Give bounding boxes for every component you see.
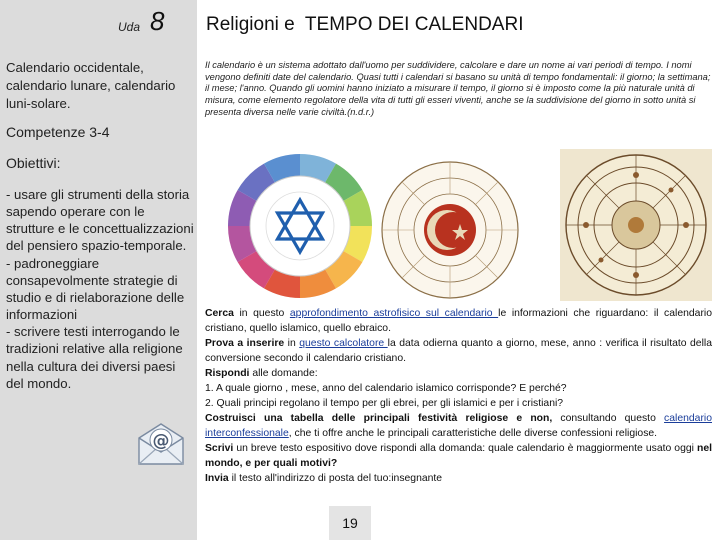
- paragraph-prova: [205, 337, 712, 367]
- interfaith-calendar-link[interactable]: calendario interconfessionale: [205, 412, 712, 439]
- obiettivi-heading: Obiettivi:: [6, 155, 61, 171]
- astrophysics-link[interactable]: approfondimento astrofisico sul calendario: [289, 308, 499, 319]
- invia-text: il testo all'indirizzo di posta del tuo:insegnante: [228, 472, 443, 484]
- uda-label: Uda: [118, 20, 141, 34]
- cerca-text-b: le informazioni che riguardano: il calendario cristiano, quello islamico, quello ebraico.: [205, 308, 712, 334]
- prova-text-b: la data odierna quanto a giorno, mese, anno : verifica il risultato della conversione secondo il calendario cristiano.: [205, 337, 712, 364]
- page-number: 19: [329, 506, 371, 540]
- islamic-calendar-image: [380, 160, 520, 300]
- page-title: Religioni e TEMPO DEI CALENDARI: [206, 14, 524, 35]
- paragraph-costruisci: [205, 412, 712, 442]
- svg-text:@: @: [152, 431, 170, 451]
- calculator-link[interactable]: questo calcolatore: [299, 337, 388, 349]
- zodiac-wheel-image: [226, 152, 374, 300]
- paragraph-cerca: [205, 307, 712, 337]
- paragraph-scrivi: [205, 442, 712, 472]
- calendar-types-text: Calendario occidentale, calendario lunare, calendario luni-solare.: [6, 60, 176, 111]
- paragraph-invia: [205, 472, 712, 487]
- rispondi-label: Rispondi: [205, 367, 250, 379]
- email-at-icon[interactable]: [135, 418, 187, 470]
- paragraph-rispondi: [205, 367, 712, 382]
- rispondi-text: alle domande:: [249, 367, 318, 379]
- question-2: 2. Quali principi regolano il tempo per gli ebrei, per gli islamici e per i cristiani?: [205, 397, 564, 409]
- invia-label: Invia: [205, 472, 229, 484]
- activity-instructions: [205, 307, 712, 487]
- prova-text-a: in: [284, 337, 300, 349]
- calendar-images: [218, 152, 718, 302]
- scrivi-label: Scrivi: [205, 442, 234, 454]
- cerca-text-a: in questo: [233, 308, 290, 319]
- hebrew-calendar-image: [560, 149, 712, 301]
- sidebar-panel: [0, 0, 197, 540]
- scrivi-text: un breve testo espositivo dove rispondi alla domanda: quale calendario è maggiormente usato oggi: [233, 442, 697, 454]
- competenze-label: Competenze 3-4: [6, 124, 110, 140]
- cerca-label: Cerca: [205, 308, 234, 319]
- scrivi-question: nel mondo, e per quali motivi?: [205, 442, 712, 469]
- intro-paragraph: Il calendario è un sistema adottato dall'uomo per suddividere, calcolare e dare un nome ai vari periodi di tempo. I nomi vengono definiti date del calendario. Quasi tutti i calendari si basano su unità di tempo fondamentali: il giorno; la settimana; il mese; l'anno. Quando gli uomini hanno iniziato a misurare il tempo, il giorno si è imposto come la più naturale unità di misura, come elemento regolatore della vita di tutti gli esseri viventi, anche se la suddivisione del giorno in sotto unità si presenta diversa nelle varie civiltà.(n.d.r.): [205, 60, 711, 117]
- prova-label: Prova a inserire: [205, 337, 285, 349]
- costruisci-label: Costruisci una tabella delle principali festività religiose e non,: [205, 412, 553, 424]
- question-1: 1. A quale giorno , mese, anno del calendario islamico corrisponde? E perché?: [205, 382, 567, 394]
- uda-number: 8: [150, 6, 165, 36]
- costruisci-text-a: consultando questo: [552, 412, 665, 424]
- obiettivi-text: - usare gli strumenti della storia sapendo operare con le strutture e le concettualizzazioni del pensiero spazio-temporale. - padroneggiare consapevolmente strategie di studio e di rielaborazione delle informazioni - scrivere testi interrogando le tradizioni relative alla religione nella cultura dei diversi paesi del mondo.: [6, 187, 194, 391]
- costruisci-text-b: , che ti offre anche le principali caratteristiche delle diverse confessioni religiose.: [288, 427, 658, 439]
